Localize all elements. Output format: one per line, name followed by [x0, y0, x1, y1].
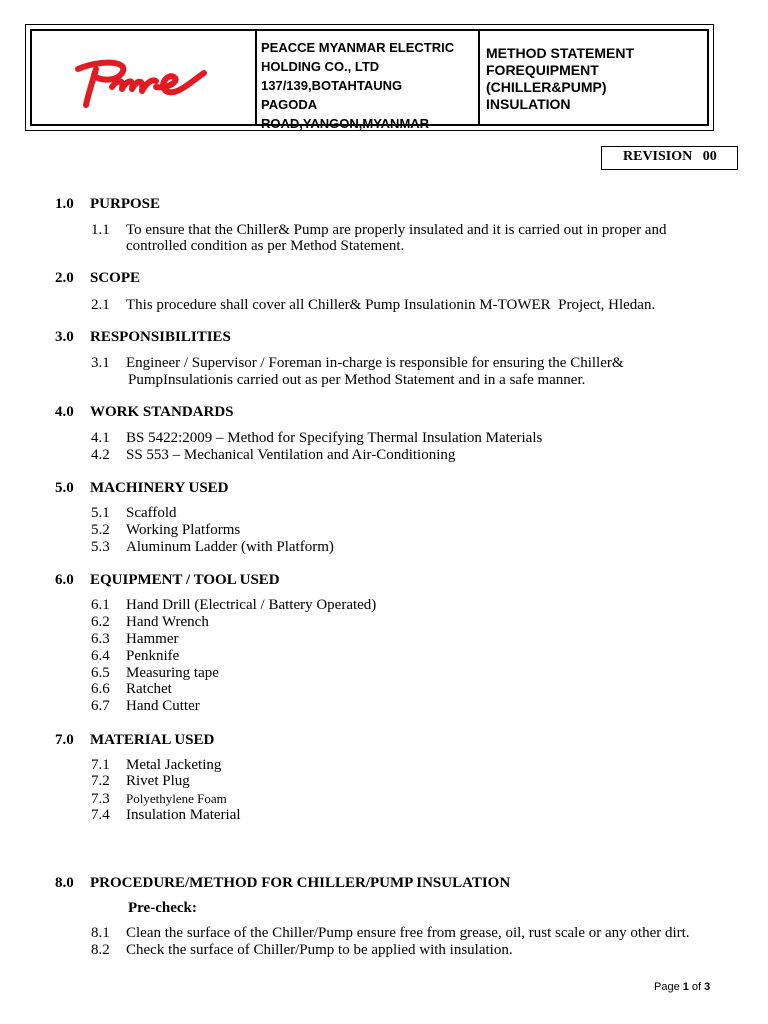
section-heading: 8.0 PROCEDURE/METHOD FOR CHILLER/PUMP INSULATION — [55, 875, 511, 891]
list-item: 7.4 Insulation Material — [91, 807, 241, 823]
list-item-continuation: controlled condition as per Method Statement. — [126, 238, 405, 254]
list-item: 7.3 Polyethylene Foam — [91, 791, 227, 807]
list-item: 4.1 BS 5422:2009 – Method for Specifying Thermal Insulation Materials — [91, 430, 543, 446]
list-item: 8.1 Clean the surface of the Chiller/Pump ensure free from grease, oil, rust scale or any other dirt. — [91, 925, 690, 941]
company-logo — [72, 55, 212, 109]
title-line: INSULATION — [486, 96, 571, 112]
list-item: 5.1 Scaffold — [91, 505, 177, 521]
section-heading: 5.0 MACHINERY USED — [55, 480, 229, 496]
document-header — [25, 24, 714, 131]
list-item: 7.2 Rivet Plug — [91, 773, 190, 789]
section-heading: 4.0 WORK STANDARDS — [55, 404, 234, 420]
list-item: 1.1 To ensure that the Chiller& Pump are properly insulated and it is carried out in proper and — [91, 222, 667, 238]
list-item: 6.2 Hand Wrench — [91, 614, 209, 630]
list-item: 6.6 Ratchet — [91, 681, 172, 697]
list-item: 7.1 Metal Jacketing — [91, 757, 222, 773]
header-table — [30, 29, 709, 131]
list-item: 5.3 Aluminum Ladder (with Platform) — [91, 539, 334, 555]
title-line: (CHILLER&PUMP) — [486, 79, 607, 95]
list-item: 6.7 Hand Cutter — [91, 698, 200, 714]
title-line: FOREQUIPMENT — [486, 62, 599, 78]
section-heading: 7.0 MATERIAL USED — [55, 732, 215, 748]
logo-cell — [32, 31, 257, 124]
section-heading: 6.0 EQUIPMENT / TOOL USED — [55, 572, 280, 588]
company-line: PEACCE MYANMAR ELECTRIC — [261, 40, 455, 55]
company-address-cell — [257, 31, 480, 131]
title-line: METHOD STATEMENT — [486, 45, 635, 61]
subheading-precheck: Pre-check: — [128, 900, 197, 916]
list-item: 6.1 Hand Drill (Electrical / Battery Operated) — [91, 597, 377, 613]
company-line: HOLDING CO., LTD — [261, 59, 380, 74]
list-item: 6.3 Hammer — [91, 631, 179, 647]
company-line: 137/139,BOTAHTAUNG — [261, 78, 403, 93]
list-item-continuation: PumpInsulationis carried out as per Method Statement and in a safe manner. — [128, 372, 586, 388]
company-line: ROAD,YANGON,MYANMAR — [261, 116, 430, 131]
revision-box: REVISION 00 — [601, 146, 738, 170]
list-item: 6.4 Penknife — [91, 648, 180, 664]
list-item: 6.5 Measuring tape — [91, 665, 219, 681]
list-item: 3.1 Engineer / Supervisor / Foreman in-charge is responsible for ensuring the Chiller& — [91, 355, 624, 371]
section-heading: 2.0 SCOPE — [55, 270, 141, 286]
page-number: Page 1 of 3 — [654, 981, 711, 993]
document-title-cell — [480, 31, 707, 124]
list-item: 2.1 This procedure shall cover all Chiller& Pump Insulationin M-TOWER Project, Hledan. — [91, 297, 656, 313]
list-item: 4.2 SS 553 – Mechanical Ventilation and Air-Conditioning — [91, 447, 456, 463]
list-item: 5.2 Working Platforms — [91, 522, 241, 538]
section-heading: 3.0 RESPONSIBILITIES — [55, 329, 231, 345]
list-item: 8.2 Check the surface of Chiller/Pump to be applied with insulation. — [91, 942, 513, 958]
section-heading: 1.0 PURPOSE — [55, 196, 161, 212]
company-line: PAGODA — [261, 97, 318, 112]
